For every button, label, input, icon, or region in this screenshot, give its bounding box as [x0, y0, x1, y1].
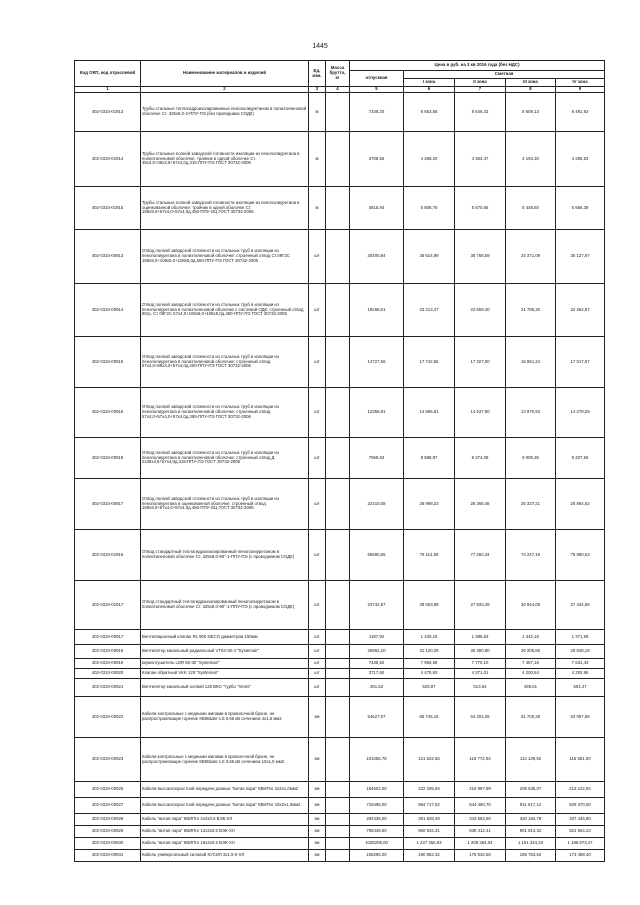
item-unit: км	[309, 798, 326, 814]
price-zone-3: 1 161 324,33	[506, 838, 556, 850]
price-release: 1028209,00	[350, 838, 404, 850]
price-zone-2: 22 669,40	[455, 284, 506, 337]
header-zone-2: II зона	[455, 79, 506, 87]
item-name: Кабель "витая пара" КВИПнг 4х2х0,5 ВЭК-ХЛ	[141, 814, 309, 826]
item-unit: км	[309, 850, 326, 862]
table-header	[75, 61, 605, 93]
price-zone-3: 13 970,93	[506, 388, 556, 438]
price-zone-4: 921 654,24	[556, 826, 605, 838]
price-zone-4: 337 446,80	[556, 814, 605, 826]
item-unit: м	[309, 187, 326, 230]
table-row	[75, 93, 605, 132]
header-name: Наименование материалов и изделий	[141, 61, 309, 87]
item-mass	[326, 782, 350, 798]
price-zone-3: 901 814,32	[506, 826, 556, 838]
table-row	[75, 738, 605, 782]
item-mass	[326, 826, 350, 838]
price-zone-3: 9 009,35	[506, 438, 556, 479]
price-release: 22410,08	[350, 479, 404, 530]
item-name: Кабель "витая пара" КВИПнг 16х2х0,5 ВЭК-ХЛ	[141, 838, 309, 850]
table-row	[75, 814, 605, 826]
price-zone-4: 63 057,69	[556, 697, 605, 738]
table-row	[75, 826, 605, 838]
price-zone-3: 34 371,09	[506, 230, 556, 284]
item-code: 402-0310-00923	[75, 738, 141, 782]
price-release: 491,53	[350, 679, 404, 697]
price-release: 25862,20	[350, 645, 404, 659]
column-index: 2	[141, 87, 309, 93]
item-mass	[326, 530, 350, 581]
price-zone-4: 1 186 873,47	[556, 838, 605, 850]
price-zone-4: 7 631,43	[556, 659, 605, 669]
item-code: 402-0310-00917	[75, 479, 141, 530]
item-unit: км	[309, 814, 326, 826]
price-zone-1: 4 468,20	[404, 132, 455, 187]
price-zone-1: 31 120,28	[404, 645, 455, 659]
item-name: Вентилятор канальный осевой 125 ВКО "турбо "Vents"	[141, 679, 309, 697]
column-index: 5	[350, 87, 404, 93]
item-code: 402-0310-00927	[75, 798, 141, 814]
price-zone-3: 26 844,08	[506, 581, 556, 630]
price-release: 7435,50	[350, 659, 404, 669]
item-code: 402-0310-00919	[75, 659, 141, 669]
item-code: 402-0310-00921	[75, 679, 141, 697]
price-zone-4: 75 880,63	[556, 530, 605, 581]
price-zone-2: 343 582,50	[455, 814, 506, 826]
price-zone-3: 208 535,07	[506, 782, 556, 798]
table-row	[75, 782, 605, 798]
item-unit: шт	[309, 479, 326, 530]
item-name: Отвод полной заводской готовности из стальных труб в изоляции из пенополиуретана в полиэтиленовой оболочке: строенный отвод 57х4,0+89х4,0+57х4,0д.400-ППУ-ПЭ ГОСТ 30732-2006	[141, 337, 309, 388]
item-name: Кабели контрольные с медными жилами в проволочной броне, не распространяющие горение КВКБШнг-LS 0,66 кВ сечением 10х1,5 мм2	[141, 738, 309, 782]
header-estimate: Сметная	[404, 71, 605, 79]
price-zone-3: 114 139,92	[506, 738, 556, 782]
item-mass	[326, 337, 350, 388]
price-release: 158296,00	[350, 850, 404, 862]
item-mass	[326, 388, 350, 438]
price-zone-4: 14 278,29	[556, 388, 605, 438]
price-release: 798445,60	[350, 826, 404, 838]
item-name: Шумоглушитель LDR 60-30 "Systemair"	[141, 659, 309, 669]
item-code: 402-0310-00929	[75, 826, 141, 838]
item-name: Кабели высокоскоростной передачи данных "витая пара" КВИПнг 2х2х1,0мм2	[141, 782, 309, 798]
item-code: 402-0310-01913	[75, 93, 141, 132]
price-release: 23742,87	[350, 581, 404, 630]
price-zone-1: 121 622,56	[404, 738, 455, 782]
item-unit: км	[309, 838, 326, 850]
price-zone-2: 216 997,99	[455, 782, 506, 798]
item-name: Трубы стальные полной заводской готовности изоляции из пенополиуретана в оцинкованной оболочке: тройник в одной оболочке Ст. 159х8,0+57х4,0+57х4,0д.450-ППУ-ОЦ ГОСТ 30732-2006	[141, 187, 309, 230]
price-zone-1: 864 717,52	[404, 798, 455, 814]
column-index: 7	[455, 87, 506, 93]
price-zone-1: 190 862,32	[404, 850, 455, 862]
price-zone-3: 4 193,30	[506, 132, 556, 187]
header-zone-4: IV зона	[556, 79, 605, 87]
price-zone-3: 8 609,13	[506, 93, 556, 132]
header-code: Код ОКП, код отраслевой	[75, 61, 141, 87]
column-index: 1	[75, 87, 141, 93]
price-zone-1: 1 430,15	[404, 630, 455, 645]
item-mass	[326, 93, 350, 132]
header-release: отпускная	[350, 71, 404, 87]
price-zone-2: 7 770,10	[455, 659, 506, 669]
price-zone-1: 65 745,15	[404, 697, 455, 738]
header-price-group: Цена в руб. на 3 кв 2016 года (без НДС)	[350, 61, 605, 71]
item-unit: м	[309, 132, 326, 187]
table-row	[75, 388, 605, 438]
price-release: 7968,53	[350, 438, 404, 479]
price-zone-2: 64 204,26	[455, 697, 506, 738]
price-zone-4: 504,47	[556, 679, 605, 697]
price-zone-4: 35 127,67	[556, 230, 605, 284]
price-zone-3: 169 753,62	[506, 850, 556, 862]
price-zone-4: 22 264,57	[556, 284, 605, 337]
item-unit: шт	[309, 284, 326, 337]
table-row	[75, 337, 605, 388]
price-release: 3717,60	[350, 669, 404, 679]
price-zone-2: 118 772,03	[455, 738, 506, 782]
price-release: 718498,00	[350, 798, 404, 814]
price-zone-1: 23 213,47	[404, 284, 455, 337]
item-code: 402-0310-00915	[75, 337, 141, 388]
item-name: Отвод полной заводской готовности из стальных труб в изоляции из пенополиуретана в полиэтиленовой оболочке: строенный отвод 57х4,0+57х4,0+57х4,0д.355-ППУ-ПЭ ГОСТ 30732-2006	[141, 388, 309, 438]
item-name: Отвод полной заводской готовности из стальных труб в изоляции из пенополиуретана в полиэтиленовой оболочке: строенный отвод Д 2х38х3,5+57х4,0д.315-ППУ-ПЭ ГОСТ 30732-2006	[141, 438, 309, 479]
item-unit: шт	[309, 337, 326, 388]
column-index: 4	[326, 87, 350, 93]
header-zone-3: III зона	[506, 79, 556, 87]
item-code: 402-0310-00926	[75, 782, 141, 798]
price-zone-2: 938 412,41	[455, 826, 506, 838]
table-row	[75, 581, 605, 630]
table-body	[75, 93, 605, 862]
item-code: 402-0310-00922	[75, 697, 141, 738]
price-zone-1: 28 603,89	[404, 581, 455, 630]
price-zone-3: 495,61	[506, 679, 556, 697]
item-mass	[326, 669, 350, 679]
item-name: Отвод стандартный теплогидроизолированный пенополиуретаном в полиэтиленовой оболочке Ст. 325х8,0-90°-1-ППУ-ПЭ (с проводником СОДК)	[141, 581, 309, 630]
table-row	[75, 697, 605, 738]
price-zone-3: 7 467,16	[506, 659, 556, 669]
price-zone-3: 4 200,54	[506, 669, 556, 679]
price-zone-4: 4 292,96	[556, 669, 605, 679]
price-zone-4: 116 651,00	[556, 738, 605, 782]
price-zone-2: 4 363,47	[455, 132, 506, 187]
price-zone-1: 351 828,48	[404, 814, 455, 826]
price-zone-2: 4 371,01	[455, 669, 506, 679]
price-zone-1: 17 742,65	[404, 337, 455, 388]
price-zone-4: 173 488,40	[556, 850, 605, 862]
price-release: 65680,65	[350, 530, 404, 581]
price-zone-2: 1 396,63	[455, 630, 506, 645]
item-unit: м	[309, 93, 326, 132]
item-mass	[326, 284, 350, 337]
item-name: Кабель "витая пара" КВИПнг 12х2х0,5 ВЭК-ХЛ	[141, 826, 309, 838]
item-code: 402-0310-00916	[75, 388, 141, 438]
price-zone-1: 9 598,87	[404, 438, 455, 479]
price-zone-3: 811 517,12	[506, 798, 556, 814]
item-unit: шт	[309, 669, 326, 679]
price-zone-2: 27 933,49	[455, 581, 506, 630]
price-zone-4: 27 434,65	[556, 581, 605, 630]
price-zone-2: 26 365,46	[455, 479, 506, 530]
column-index: 3	[309, 87, 326, 93]
price-zone-4: 829 370,50	[556, 798, 605, 814]
item-code: 402-0310-01917	[75, 581, 141, 630]
price-zone-4: 5 566,39	[556, 187, 605, 230]
item-unit: шт	[309, 630, 326, 645]
item-unit: шт	[309, 438, 326, 479]
price-zone-1: 525,97	[404, 679, 455, 697]
table-row	[75, 132, 605, 187]
price-zone-3: 330 182,78	[506, 814, 556, 826]
item-code: 402-0310-00918	[75, 645, 141, 659]
table-row	[75, 187, 605, 230]
price-release: 7349,20	[350, 93, 404, 132]
item-code: 402-0310-00920	[75, 669, 141, 679]
item-unit: км	[309, 782, 326, 798]
item-code: 402-0310-00931	[75, 850, 141, 862]
item-name: Трубы стальные полной заводской готовности изоляции из пенополиуретана в полиэтиленовой оболочке: тройник в одной оболочке Ст. 38х3,5+38х3,5+57х4,0д.315-ППУ-ПЭ ГОСТ 30732-2006	[141, 132, 309, 187]
price-zone-1: 79 114,59	[404, 530, 455, 581]
table-row	[75, 659, 605, 669]
table-row	[75, 838, 605, 850]
table-row	[75, 679, 605, 697]
item-code: 402-0310-00930	[75, 838, 141, 850]
item-unit: км	[309, 738, 326, 782]
price-zone-1: 14 886,81	[404, 388, 455, 438]
column-index: 6	[404, 87, 455, 93]
item-unit: км	[309, 826, 326, 838]
item-code: 402-0310-01914	[75, 132, 141, 187]
item-name: Отвод полной заводской готовности из стальных труб в изоляции из пенополиуретана в полиэтиленовой оболочке: строенный отвод Ст.09Г2С 159х8,0+108х5,0+108х5,0д.560-ППУ-ПЭ ГОСТ 30732-2006	[141, 230, 309, 284]
price-release: 101056,78	[350, 738, 404, 782]
price-zone-3: 29 205,66	[506, 645, 556, 659]
price-zone-4: 4 285,53	[556, 132, 605, 187]
item-mass	[326, 738, 350, 782]
item-mass	[326, 230, 350, 284]
price-release: 54627,97	[350, 697, 404, 738]
item-mass	[326, 132, 350, 187]
price-release: 184602,00	[350, 782, 404, 798]
price-zone-3: 25 337,21	[506, 479, 556, 530]
item-name: Клапан обратный VKK 125 "Systemair"	[141, 669, 309, 679]
item-name: Кабель универсальный силовой КУСИЛ 3х1,5 К-ХЛ	[141, 850, 309, 862]
price-zone-3: 61 700,28	[506, 697, 556, 738]
item-code: 402-0310-01915	[75, 187, 141, 230]
price-zone-2: 513,64	[455, 679, 506, 697]
item-code: 402-0310-01916	[75, 530, 141, 581]
price-release: 30400,84	[350, 230, 404, 284]
item-mass	[326, 679, 350, 697]
table-row	[75, 645, 605, 659]
price-zone-1: 36 624,99	[404, 230, 455, 284]
item-mass	[326, 659, 350, 669]
price-zone-1: 26 998,23	[404, 479, 455, 530]
item-name: Отвод полной заводской готовности из стальных труб в изоляции из пенополиуретана в полиэтиленовой оболочке с системой ОДК: строенный отвод 90гр. Ст 09Г2С 57х4,0+108х5,0+108х5,0д.450-ППУ-ПЭ ГОСТ 30732-2006	[141, 284, 309, 337]
price-zone-2: 77 260,34	[455, 530, 506, 581]
item-name: Кабели контрольные с медными жилами в проволочной броне, не распространяющие горение КВКБШнг-LS 0,66 кВ сечением 4х1,5 мм2	[141, 697, 309, 738]
header-unit: Ед. изм.	[309, 61, 326, 87]
item-mass	[326, 581, 350, 630]
item-code: 402-0310-00918	[75, 438, 141, 479]
item-name: Кабели высокоскоростной передачи данных "витая пара" КВИПнг 16х2х1,0мм2	[141, 798, 309, 814]
price-release: 1187,92	[350, 630, 404, 645]
price-zone-2: 30 390,90	[455, 645, 506, 659]
table-row	[75, 230, 605, 284]
price-zone-1: 8 653,65	[404, 93, 455, 132]
price-zone-2: 17 327,00	[455, 337, 506, 388]
item-unit: шт	[309, 659, 326, 669]
table-row	[75, 284, 605, 337]
price-zone-4: 8 491,93	[556, 93, 605, 132]
price-zone-3: 5 448,50	[506, 187, 556, 230]
item-mass	[326, 850, 350, 862]
item-name: Отвод стандартный теплогидроизолированный пенополиуретаном в полиэтиленовой оболочке Ст. 325х8,0-90°-1-ППУ-ПЭ (с проводником СОДК)	[141, 530, 309, 581]
price-zone-1: 222 205,94	[404, 782, 455, 798]
price-zone-4: 213 122,84	[556, 782, 605, 798]
item-mass	[326, 645, 350, 659]
item-mass	[326, 838, 350, 850]
item-mass	[326, 814, 350, 826]
price-zone-2: 1 208 454,04	[455, 838, 506, 850]
item-code: 402-0310-00913	[75, 230, 141, 284]
price-release: 19268,51	[350, 284, 404, 337]
table-row	[75, 798, 605, 814]
item-name: Вентиляционный клапан RL 900 NECO диаметром 150мм	[141, 630, 309, 645]
price-zone-2: 14 537,90	[455, 388, 506, 438]
price-zone-4: 1 371,69	[556, 630, 605, 645]
table-row	[75, 530, 605, 581]
item-mass	[326, 697, 350, 738]
price-zone-2: 35 768,59	[455, 230, 506, 284]
item-mass	[326, 630, 350, 645]
price-zone-3: 1 342,16	[506, 630, 556, 645]
item-code: 402-0310-00928	[75, 814, 141, 826]
table-row	[75, 630, 605, 645]
price-zone-2: 9 374,08	[455, 438, 506, 479]
price-zone-1: 4 475,92	[404, 669, 455, 679]
item-unit: шт	[309, 581, 326, 630]
header-zone-1: I зона	[404, 79, 455, 87]
price-zone-4: 29 848,18	[556, 645, 605, 659]
page-number: 1445	[312, 43, 328, 50]
item-code: 402-0310-00914	[75, 284, 141, 337]
price-table	[74, 60, 605, 862]
price-zone-2: 176 642,65	[455, 850, 506, 862]
price-zone-2: 8 646,33	[455, 93, 506, 132]
price-zone-1: 5 806,76	[404, 187, 455, 230]
table-row	[75, 669, 605, 679]
price-zone-1: 1 237 456,93	[404, 838, 455, 850]
item-unit: шт	[309, 530, 326, 581]
item-code: 402-0310-00917	[75, 630, 141, 645]
price-zone-4: 9 207,56	[556, 438, 605, 479]
item-unit: шт	[309, 645, 326, 659]
price-zone-4: 17 017,57	[556, 337, 605, 388]
item-unit: шт	[309, 230, 326, 284]
price-zone-1: 960 934,31	[404, 826, 455, 838]
price-release: 12356,91	[350, 388, 404, 438]
price-zone-3: 16 651,24	[506, 337, 556, 388]
item-name: Отвод полной заводской готовности из стальных труб в изоляции из пенополиуретана в оцинкованной оболочке: строенный отвод 159х8,0+57х4,0+57х4,0д.450-ППУ-ОЦ ГОСТ 30732-2006	[141, 479, 309, 530]
column-index: 9	[556, 87, 605, 93]
item-mass	[326, 187, 350, 230]
price-release: 4815,94	[350, 187, 404, 230]
price-release: 292336,00	[350, 814, 404, 826]
price-zone-4: 25 894,62	[556, 479, 605, 530]
price-zone-2: 844 450,70	[455, 798, 506, 814]
item-name: Вентилятор канальный радиальный VT63-30-4 "Systemair"	[141, 645, 309, 659]
table-row	[75, 479, 605, 530]
header-mass: Масса брутто, кг	[326, 61, 350, 87]
item-unit: шт	[309, 679, 326, 697]
column-index: 8	[506, 87, 556, 93]
price-release: 14727,56	[350, 337, 404, 388]
price-zone-3: 74 247,19	[506, 530, 556, 581]
price-zone-1: 7 956,58	[404, 659, 455, 669]
table-row	[75, 438, 605, 479]
item-mass	[326, 798, 350, 814]
price-zone-3: 21 785,30	[506, 284, 556, 337]
price-release: 3708,56	[350, 132, 404, 187]
item-unit: шт	[309, 388, 326, 438]
item-unit: км	[309, 697, 326, 738]
price-zone-2: 5 670,66	[455, 187, 506, 230]
item-mass	[326, 438, 350, 479]
item-mass	[326, 479, 350, 530]
item-name: Трубы стальные теплогидроизолированные пенополиуретаном в полиэтиленовой оболочке Ст. 325х8,0-2-ППУ-ПЭ (без проводника СОДК)	[141, 93, 309, 132]
table-row	[75, 850, 605, 862]
